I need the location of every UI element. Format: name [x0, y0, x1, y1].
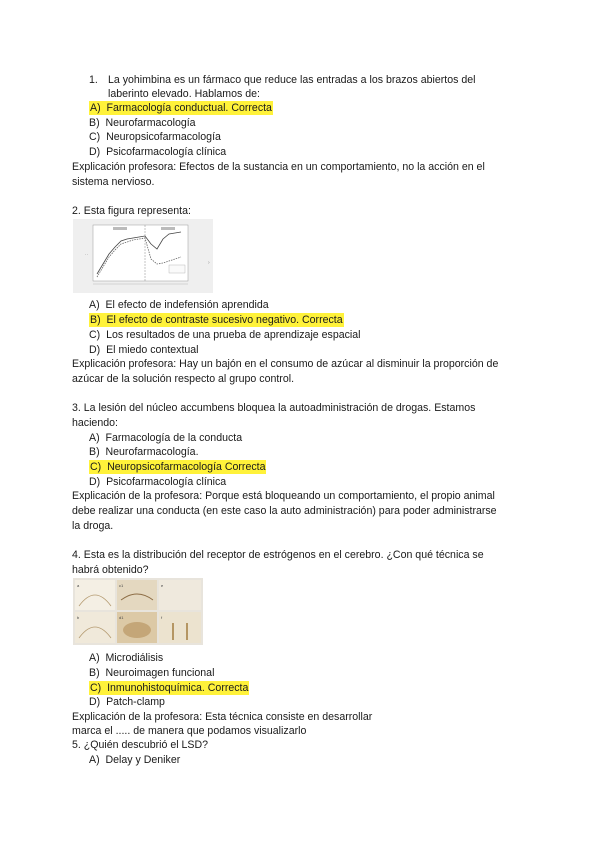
q1-explanation-line1: Explicación profesora: Efectos de la sustancia en un comportamiento, no la acción en el [72, 161, 485, 173]
q3-explanation-line3: la droga. [72, 520, 114, 532]
q1-text-line2: laberinto elevado. Hablamos de: [108, 88, 260, 100]
q2-option-b: B) El efecto de contraste sucesivo negativo. Correcta [90, 314, 343, 326]
q4-text-line1: 4. Esta es la distribución del receptor de estrógenos en el cerebro. ¿Con qué técnica se [72, 549, 484, 561]
q2-option-d: D) El miedo contextual [89, 344, 199, 356]
q2-option-a: A) El efecto de indefensión aprendida [89, 299, 269, 311]
q1-option-b: B) Neurofarmacología [89, 117, 196, 129]
svg-text:a: a [77, 583, 80, 588]
q3-option-b: B) Neurofarmacología. [89, 446, 199, 458]
q2-option-c: C) Los resultados de una prueba de aprendizaje espacial [89, 329, 361, 341]
q4-explanation-line1: Explicación de la profesora: Esta técnica consiste en desarrollar [72, 711, 373, 723]
svg-text:d1: d1 [119, 615, 124, 620]
svg-text:b: b [77, 615, 80, 620]
contrast-graph-figure [73, 219, 213, 293]
svg-text:e: e [161, 583, 164, 588]
q4-text-line2: habrá obtenido? [72, 564, 149, 576]
q3-option-a: A) Farmacología de la conducta [89, 432, 243, 444]
svg-text:- -: - - [85, 252, 88, 256]
q1-explanation-line2: sistema nervioso. [72, 176, 155, 188]
q3-text-line2: haciendo: [72, 417, 118, 429]
q1-option-a: A) Farmacología conductual. Correcta [90, 102, 272, 114]
q4-option-b: B) Neuroimagen funcional [89, 667, 215, 679]
q3-option-c: C) Neuropsicofarmacología Correcta [90, 461, 266, 473]
q1-option-c: C) Neuropsicofarmacología [89, 131, 221, 143]
q4-option-a: A) Microdiálisis [89, 652, 164, 664]
q3-explanation-line1: Explicación de la profesora: Porque está bloqueando un comportamiento, el propio animal [72, 490, 495, 502]
q1-option-d: D) Psicofarmacología clínica [89, 146, 227, 158]
q2-explanation-line1: Explicación profesora: Hay un bajón en el consumo de azúcar al disminuir la proporción de [72, 358, 499, 370]
q4-explanation-line2: marca el ..... de manera que podamos visualizarlo [72, 725, 307, 737]
svg-text:f: f [161, 615, 163, 620]
q5-option-a: A) Delay y Deniker [89, 754, 181, 766]
q3-text-line1: 3. La lesión del núcleo accumbens bloquea la autoadministración de drogas. Estamos [72, 402, 476, 414]
q4-option-c: C) Inmunohistoquímica. Correcta [90, 682, 249, 694]
q4-option-d: D) Patch-clamp [89, 696, 165, 708]
q1-text-line1: La yohimbina es un fármaco que reduce las entradas a los brazos abiertos del [108, 74, 476, 86]
q2-title: 2. Esta figura representa: [72, 205, 191, 217]
svg-text:c1: c1 [119, 583, 124, 588]
q5-title: 5. ¿Quién descubrió el LSD? [72, 739, 209, 751]
q3-explanation-line2: debe realizar una conducta (en este caso la auto administración) para poder administrarse [72, 505, 497, 517]
q3-option-d: D) Psicofarmacología clínica [89, 476, 227, 488]
q1-number: 1. [89, 74, 98, 86]
svg-text:›: › [208, 260, 210, 266]
q2-explanation-line2: azúcar de la solución respecto al grupo control. [72, 373, 295, 385]
brain-sections-figure [73, 578, 203, 645]
